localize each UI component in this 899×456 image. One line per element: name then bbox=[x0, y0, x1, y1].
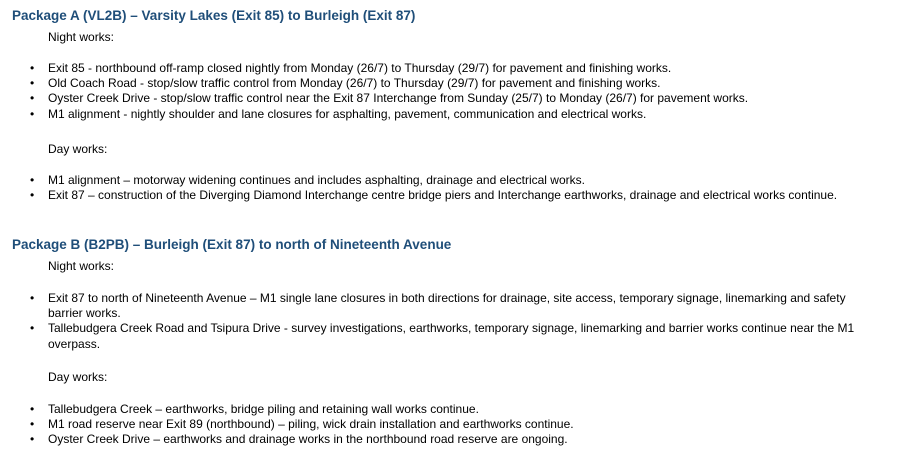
list-item: • Exit 85 - northbound off-ramp closed nightly from Monday (26/7) to Thursday (29/7) for pavement and finishing works. bbox=[0, 61, 899, 76]
list-item: • M1 road reserve near Exit 89 (northbound) – piling, wick drain installation and earthworks continue. bbox=[0, 417, 899, 432]
list-item: • Old Coach Road - stop/slow traffic control from Monday (26/7) to Thursday (29/7) for pavement and finishing works. bbox=[0, 76, 899, 91]
package-a-night-label: Night works: bbox=[48, 30, 115, 44]
package-b-night-label: Night works: bbox=[48, 259, 115, 273]
list-item: • Exit 87 to north of Nineteenth Avenue – M1 single lane closures in both directions for drainage, site access, temporary signage, linemarking and safety barrier works. bbox=[0, 291, 899, 321]
package-a-day-label: Day works: bbox=[48, 142, 108, 156]
package-a-night-list bbox=[0, 61, 899, 122]
list-item: • Tallebudgera Creek – earthworks, bridge piling and retaining wall works continue. bbox=[0, 402, 899, 417]
package-b-title: Package B (B2PB) – Burleigh (Exit 87) to north of Nineteenth Avenue bbox=[12, 237, 452, 252]
list-item: • Tallebudgera Creek Road and Tsipura Drive - survey investigations, earthworks, temporary signage, linemarking and barrier works continue near the M1 overpass. bbox=[0, 321, 899, 351]
package-a-title: Package A (VL2B) – Varsity Lakes (Exit 85) to Burleigh (Exit 87) bbox=[12, 8, 416, 23]
package-b-day-list bbox=[0, 402, 899, 448]
list-item: • M1 alignment - nightly shoulder and lane closures for asphalting, pavement, communication and electrical works. bbox=[0, 107, 899, 122]
package-b-day-label: Day works: bbox=[48, 370, 108, 384]
package-a-day-list bbox=[0, 173, 899, 203]
list-item: • M1 alignment – motorway widening continues and includes asphalting, drainage and electrical works. bbox=[0, 173, 899, 188]
package-b-night-list bbox=[0, 291, 899, 352]
list-item: • Exit 87 – construction of the Diverging Diamond Interchange centre bridge piers and Interchange earthworks, drainage and electrical works continue. bbox=[0, 188, 899, 203]
list-item: • Oyster Creek Drive – earthworks and drainage works in the northbound road reserve are ongoing. bbox=[0, 432, 899, 447]
list-item: • Oyster Creek Drive - stop/slow traffic control near the Exit 87 Interchange from Sunday (25/7) to Monday (26/7) for pavement works. bbox=[0, 91, 899, 106]
